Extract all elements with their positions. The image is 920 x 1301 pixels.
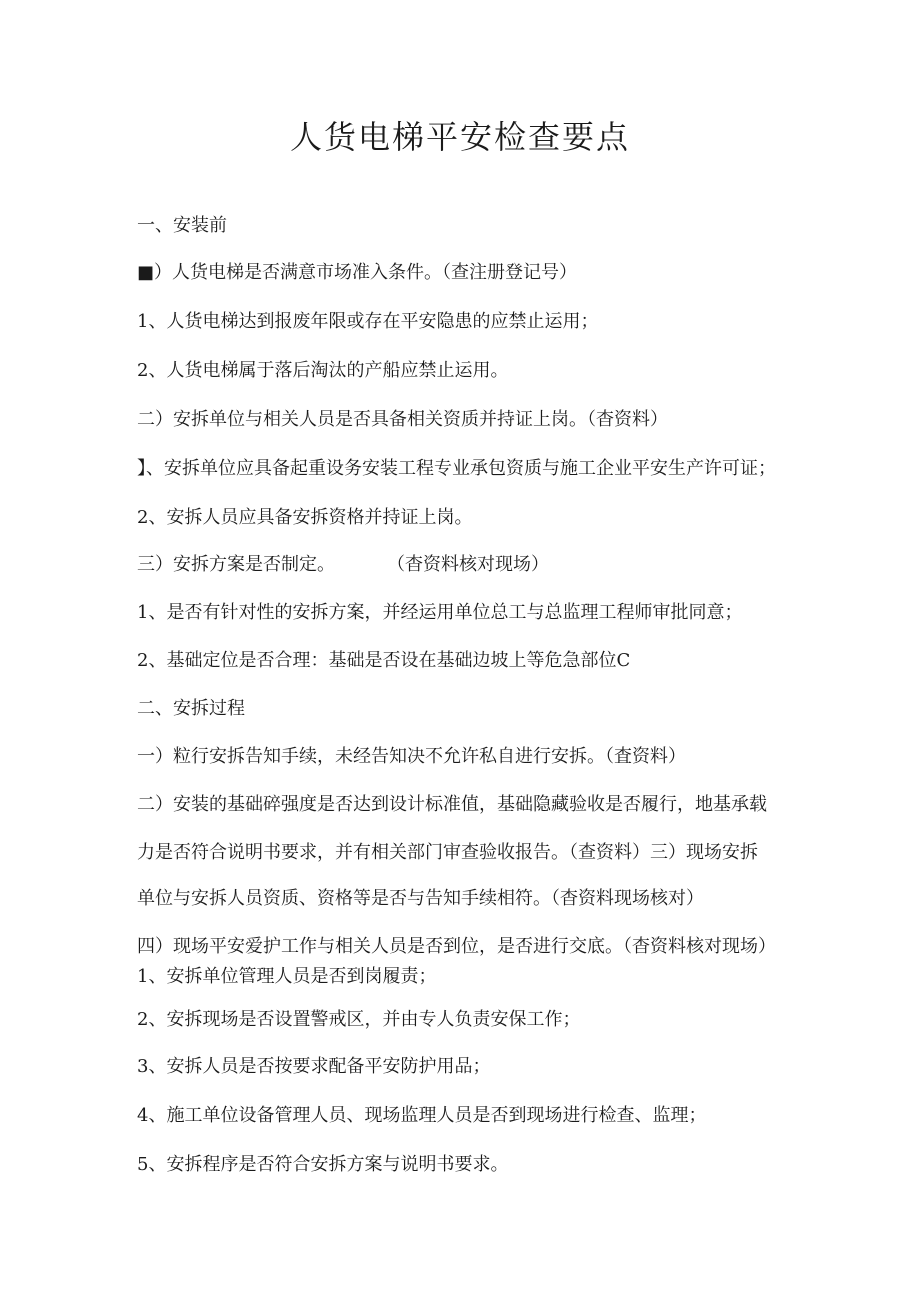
section-heading-installation-process: 二、安拆过程 [137,698,245,719]
check-item: 四）现场平安爱护工作与相关人员是否到位，是否进行交底。（杳资料核对现场） [137,936,776,957]
check-item-reference: （杳资料核对现场） [387,554,549,575]
check-subitem: 1、人货电梯达到报废年限或存在平安隐患的应禁止运用； [137,311,599,332]
check-item: 一）粒行安拆告知手续，未经告知决不允许私自进行安拆。（査资料） [137,746,686,767]
check-subitem: 2、基础定位是否合理：基础是否设在基础边坡上等危急部位C [137,650,631,671]
check-subitem: 1、安拆单位管理人员是否到岗履责； [137,966,437,987]
paragraph-line: 力是否符合说明书要求，并有相关部门审查验收报告。（查资料）三）现场安拆 [137,842,758,863]
document-title: 人货电梯平安检查要点 [289,118,630,156]
check-item [137,553,549,577]
check-subitem: 1、是否有针对性的安拆方案，并经运用单位总工与总监理工程师审批同意； [137,602,743,623]
check-subitem: 2、安拆人员应具备安拆资格并持证上岗。 [137,507,473,528]
check-item: 二）安拆单位与相关人员是否具备相关资质并持证上岗。（杳资料） [137,409,668,430]
check-subitem: 3、安拆人员是否按要求配备平安防护用品； [137,1056,491,1077]
check-subitem: 2、安拆现场是否设置警戒区，并由专人负责安保工作； [137,1009,581,1030]
section-heading-before-installation: 一、安装前 [137,215,227,236]
paragraph-line: 单位与安拆人员资质、资格等是否与告知手续相符。（杳资料现场核对） [137,888,704,909]
check-subitem: 4、施工单位设备管理人员、现场监理人员是否到现场进行检查、监理； [137,1105,707,1126]
check-subitem: 5、安拆程序是否符合安拆方案与说明书要求。 [137,1154,509,1175]
check-item: ■）人货电梯是否满意市场准入条件。（查注册登记号） [137,262,578,283]
check-item-text: 三）安拆方案是否制定。 [137,554,335,575]
check-subitem: 】、安拆单位应具备起重设务安装工程专业承包资质与施工企业平安生产许可证； [137,458,776,479]
paragraph-line: 二）安装的基础碎强度是否达到设计标准值，基础隐藏验收是否履行，地基承载 [137,794,767,815]
check-subitem: 2、人货电梯属于落后淘汰的产船应禁止运用。 [137,360,509,381]
